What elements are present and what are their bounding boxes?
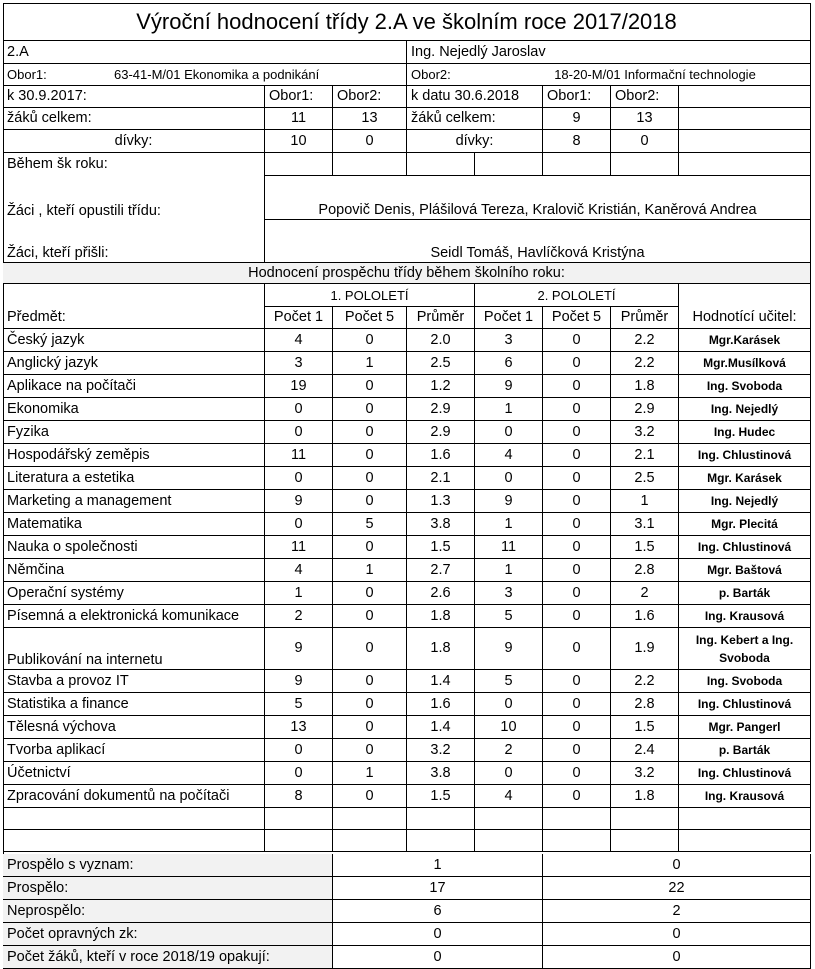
s2-count5: 0 bbox=[543, 582, 611, 605]
teacher-header: Hodnotící učitel: bbox=[679, 307, 811, 329]
empty-cell bbox=[475, 153, 543, 176]
s1-count1: 19 bbox=[265, 375, 333, 398]
s1-average: 2.5 bbox=[407, 352, 475, 375]
s1-count1: 1 bbox=[265, 582, 333, 605]
s1-count5: 0 bbox=[333, 375, 407, 398]
s1-count1: 0 bbox=[265, 398, 333, 421]
s1-count1: 8 bbox=[265, 785, 333, 808]
subject-name: Literatura a estetika bbox=[3, 467, 265, 490]
teacher-name: Ing. Krausová bbox=[679, 605, 811, 628]
s2-count1: 6 bbox=[475, 352, 543, 375]
summary-semester-2: 22 bbox=[543, 877, 811, 900]
teacher-name: Ing. Krausová bbox=[679, 785, 811, 808]
s1-count5: 0 bbox=[333, 329, 407, 352]
s1-count5: 1 bbox=[333, 352, 407, 375]
came-students-value: Seidl Tomáš, Havlíčková Kristýna bbox=[265, 220, 811, 263]
s1-count1: 5 bbox=[265, 693, 333, 716]
s2-count5: 0 bbox=[543, 693, 611, 716]
start-total-label: žáků celkem: bbox=[3, 108, 265, 130]
s2-count1: 5 bbox=[475, 605, 543, 628]
s2-count5: 0 bbox=[543, 785, 611, 808]
s1-count1: 9 bbox=[265, 670, 333, 693]
s1-count5: 0 bbox=[333, 785, 407, 808]
s2-count1: 0 bbox=[475, 693, 543, 716]
subject-name: Statistika a finance bbox=[3, 693, 265, 716]
empty-cell bbox=[611, 830, 679, 852]
date-start: k 30.9.2017: bbox=[3, 86, 265, 108]
teacher-name: Ing. Chlustinová bbox=[679, 693, 811, 716]
teacher-name: Mgr. Pangerl bbox=[679, 716, 811, 739]
s1-count5: 0 bbox=[333, 421, 407, 444]
start-girls-obor2: 0 bbox=[333, 130, 407, 153]
s2-count5: 0 bbox=[543, 513, 611, 536]
summary-semester-1: 17 bbox=[333, 877, 543, 900]
s2-average: 1.9 bbox=[611, 628, 679, 670]
s1-count5: 0 bbox=[333, 467, 407, 490]
end-girls-label: dívky: bbox=[407, 130, 543, 153]
obor2-value: 18-20-M/01 Informační technologie bbox=[500, 64, 811, 86]
semester-1-header: 1. POLOLETÍ bbox=[265, 284, 475, 307]
subject-name: Písemná a elektronická komunikace bbox=[3, 605, 265, 628]
teacher-name: p. Barták bbox=[679, 739, 811, 762]
end-girls-obor1: 8 bbox=[543, 130, 611, 153]
summary-label: Neprospělo: bbox=[3, 900, 333, 923]
subject-name: Hospodářský zeměpis bbox=[3, 444, 265, 467]
s2-count5: 0 bbox=[543, 352, 611, 375]
summary-semester-2: 0 bbox=[543, 923, 811, 946]
s1-average: 1.8 bbox=[407, 605, 475, 628]
start-girls-obor1: 10 bbox=[265, 130, 333, 153]
subject-name: Anglický jazyk bbox=[3, 352, 265, 375]
s2-count1: 11 bbox=[475, 536, 543, 559]
summary-label: Počet opravných zk: bbox=[3, 923, 333, 946]
start-total-obor1: 11 bbox=[265, 108, 333, 130]
subject-name: Zpracování dokumentů na počítači bbox=[3, 785, 265, 808]
came-students-label: Žáci, kteří přišli: bbox=[3, 220, 265, 263]
summary-semester-1: 1 bbox=[333, 854, 543, 877]
empty-cell bbox=[3, 830, 265, 852]
end-girls-obor2: 0 bbox=[611, 130, 679, 153]
subject-name: Aplikace na počítači bbox=[3, 375, 265, 398]
s2-count5: 0 bbox=[543, 490, 611, 513]
s1-count5: 1 bbox=[333, 762, 407, 785]
s2-average: 1.8 bbox=[611, 375, 679, 398]
empty-cell bbox=[543, 808, 611, 830]
s1-average: 3.8 bbox=[407, 762, 475, 785]
summary-semester-1: 6 bbox=[333, 900, 543, 923]
subject-name: Účetnictví bbox=[3, 762, 265, 785]
s1-count1: 9 bbox=[265, 490, 333, 513]
subject-name: Fyzika bbox=[3, 421, 265, 444]
s2-count5: 0 bbox=[543, 398, 611, 421]
s2-count1: 4 bbox=[475, 785, 543, 808]
s1-average: 2.9 bbox=[407, 421, 475, 444]
start-col-obor2: Obor2: bbox=[333, 86, 407, 108]
teacher-name: Ing. Svoboda bbox=[679, 375, 811, 398]
teacher-name: Ing. Hudec bbox=[679, 421, 811, 444]
empty-cell bbox=[611, 808, 679, 830]
end-total-obor2: 13 bbox=[611, 108, 679, 130]
empty-cell bbox=[679, 130, 811, 153]
s2-count1: 2 bbox=[475, 739, 543, 762]
s2-count5: 0 bbox=[543, 467, 611, 490]
s1-count5: 0 bbox=[333, 444, 407, 467]
s2-count1: 9 bbox=[475, 375, 543, 398]
summary-semester-1: 0 bbox=[333, 923, 543, 946]
teacher-name: Ing. Chlustinová bbox=[679, 762, 811, 785]
s2-count1: 3 bbox=[475, 582, 543, 605]
empty-cell bbox=[611, 153, 679, 176]
empty-cell bbox=[543, 830, 611, 852]
teacher-name: Mgr. Baštová bbox=[679, 559, 811, 582]
s1-count5-header: Počet 5 bbox=[333, 307, 407, 329]
end-total-label: žáků celkem: bbox=[407, 108, 543, 130]
date-end: k datu 30.6.2018 bbox=[407, 86, 543, 108]
s1-count5: 0 bbox=[333, 605, 407, 628]
s2-count1: 4 bbox=[475, 444, 543, 467]
subject-name: Ekonomika bbox=[3, 398, 265, 421]
empty-cell bbox=[543, 153, 611, 176]
s2-average: 3.2 bbox=[611, 421, 679, 444]
empty-cell bbox=[679, 153, 811, 176]
s1-count1: 9 bbox=[265, 628, 333, 670]
s2-average: 2.1 bbox=[611, 444, 679, 467]
s2-count5: 0 bbox=[543, 444, 611, 467]
s2-count5-header: Počet 5 bbox=[543, 307, 611, 329]
s2-average: 2.4 bbox=[611, 739, 679, 762]
s2-average: 1.6 bbox=[611, 605, 679, 628]
s1-count5: 0 bbox=[333, 628, 407, 670]
end-col-obor1: Obor1: bbox=[543, 86, 611, 108]
s2-count5: 0 bbox=[543, 716, 611, 739]
teacher-name: Ing. Kebert a Ing. Svoboda bbox=[679, 628, 811, 670]
s1-average: 2.1 bbox=[407, 467, 475, 490]
teacher-name: Mgr. Plecitá bbox=[679, 513, 811, 536]
empty-cell bbox=[3, 284, 265, 307]
obor2-label: Obor2: bbox=[407, 64, 500, 86]
summary-semester-2: 0 bbox=[543, 946, 811, 969]
empty-cell bbox=[265, 830, 333, 852]
empty-cell bbox=[407, 153, 475, 176]
s1-average: 1.5 bbox=[407, 785, 475, 808]
s2-count1: 9 bbox=[475, 490, 543, 513]
s1-count1: 11 bbox=[265, 536, 333, 559]
s2-average: 2.8 bbox=[611, 693, 679, 716]
s2-count1: 1 bbox=[475, 398, 543, 421]
summary-label: Prospělo: bbox=[3, 877, 333, 900]
teacher-name: Ing. Nejedlý bbox=[679, 398, 811, 421]
s2-average: 1.8 bbox=[611, 785, 679, 808]
empty-cell bbox=[333, 830, 407, 852]
start-total-obor2: 13 bbox=[333, 108, 407, 130]
s2-count5: 0 bbox=[543, 628, 611, 670]
s2-average: 2.8 bbox=[611, 559, 679, 582]
end-col-obor2: Obor2: bbox=[611, 86, 679, 108]
subject-name: Operační systémy bbox=[3, 582, 265, 605]
empty-cell bbox=[475, 808, 543, 830]
s2-average: 1.5 bbox=[611, 716, 679, 739]
empty-cell bbox=[679, 86, 811, 108]
s1-count1: 0 bbox=[265, 762, 333, 785]
left-students-label: Žáci , kteří opustili třídu: bbox=[3, 176, 265, 220]
left-students-value: Popovič Denis, Plášilová Tereza, Kralovič Kristián, Kaněrová Andrea bbox=[265, 176, 811, 220]
s2-average: 2 bbox=[611, 582, 679, 605]
teacher-name: Ing. Chlustinová bbox=[679, 444, 811, 467]
semester-2-header: 2. POLOLETÍ bbox=[475, 284, 679, 307]
s1-average: 2.6 bbox=[407, 582, 475, 605]
teacher-name: Mgr. Karásek bbox=[679, 467, 811, 490]
class-teacher: Ing. Nejedlý Jaroslav bbox=[407, 41, 811, 64]
start-girls-label: dívky: bbox=[3, 130, 265, 153]
s1-count1: 11 bbox=[265, 444, 333, 467]
subject-name: Stavba a provoz IT bbox=[3, 670, 265, 693]
s2-count1: 9 bbox=[475, 628, 543, 670]
empty-cell bbox=[679, 808, 811, 830]
s1-average: 1.6 bbox=[407, 693, 475, 716]
s2-count1-header: Počet 1 bbox=[475, 307, 543, 329]
summary-semester-1: 0 bbox=[333, 946, 543, 969]
s2-average: 1 bbox=[611, 490, 679, 513]
teacher-name: Mgr.Karásek bbox=[679, 329, 811, 352]
s1-count1: 4 bbox=[265, 559, 333, 582]
subject-header: Předmět: bbox=[3, 307, 265, 329]
class-name: 2.A bbox=[3, 41, 407, 64]
s2-average: 2.9 bbox=[611, 398, 679, 421]
s1-count5: 0 bbox=[333, 716, 407, 739]
empty-cell bbox=[333, 153, 407, 176]
s2-count5: 0 bbox=[543, 762, 611, 785]
s1-average: 3.8 bbox=[407, 513, 475, 536]
s1-count1: 0 bbox=[265, 467, 333, 490]
s2-count1: 10 bbox=[475, 716, 543, 739]
s1-count5: 0 bbox=[333, 490, 407, 513]
s2-average: 3.1 bbox=[611, 513, 679, 536]
s2-average: 1.5 bbox=[611, 536, 679, 559]
s1-count5: 0 bbox=[333, 693, 407, 716]
s1-count5: 0 bbox=[333, 398, 407, 421]
subject-name: Tělesná výchova bbox=[3, 716, 265, 739]
s2-count1: 0 bbox=[475, 421, 543, 444]
s2-average-header: Průměr bbox=[611, 307, 679, 329]
s2-average: 2.5 bbox=[611, 467, 679, 490]
empty-cell bbox=[407, 808, 475, 830]
s1-average: 1.5 bbox=[407, 536, 475, 559]
subject-name: Publikování na internetu bbox=[3, 628, 265, 670]
empty-cell bbox=[679, 830, 811, 852]
end-total-obor1: 9 bbox=[543, 108, 611, 130]
s1-average: 1.4 bbox=[407, 670, 475, 693]
s1-count1: 3 bbox=[265, 352, 333, 375]
s2-count5: 0 bbox=[543, 670, 611, 693]
empty-cell bbox=[679, 284, 811, 307]
empty-cell bbox=[265, 153, 333, 176]
subject-name: Matematika bbox=[3, 513, 265, 536]
s2-count5: 0 bbox=[543, 536, 611, 559]
summary-label: Prospělo s vyznam: bbox=[3, 854, 333, 877]
teacher-name: Mgr.Musílková bbox=[679, 352, 811, 375]
teacher-name: Ing. Nejedlý bbox=[679, 490, 811, 513]
s1-average: 1.2 bbox=[407, 375, 475, 398]
grades-heading: Hodnocení prospěchu třídy během školního roku: bbox=[3, 263, 811, 284]
s1-average: 2.0 bbox=[407, 329, 475, 352]
s1-count1: 0 bbox=[265, 513, 333, 536]
s1-count1: 2 bbox=[265, 605, 333, 628]
s1-average-header: Průměr bbox=[407, 307, 475, 329]
s1-count1: 0 bbox=[265, 739, 333, 762]
summary-label: Počet žáků, kteří v roce 2018/19 opakují: bbox=[3, 946, 333, 969]
s1-count5: 5 bbox=[333, 513, 407, 536]
s2-count5: 0 bbox=[543, 739, 611, 762]
during-label: Během šk roku: bbox=[3, 153, 265, 176]
s2-average: 2.2 bbox=[611, 670, 679, 693]
teacher-name: p. Barták bbox=[679, 582, 811, 605]
empty-cell bbox=[265, 808, 333, 830]
s1-average: 2.7 bbox=[407, 559, 475, 582]
empty-cell bbox=[3, 808, 265, 830]
s2-count5: 0 bbox=[543, 605, 611, 628]
empty-cell bbox=[475, 830, 543, 852]
s1-count5: 0 bbox=[333, 582, 407, 605]
s1-count1: 0 bbox=[265, 421, 333, 444]
s2-count5: 0 bbox=[543, 375, 611, 398]
s2-count1: 0 bbox=[475, 762, 543, 785]
s2-average: 3.2 bbox=[611, 762, 679, 785]
s2-count1: 1 bbox=[475, 559, 543, 582]
s1-average: 1.3 bbox=[407, 490, 475, 513]
s1-average: 3.2 bbox=[407, 739, 475, 762]
s2-count1: 0 bbox=[475, 467, 543, 490]
page-title: Výroční hodnocení třídy 2.A ve školním roce 2017/2018 bbox=[3, 3, 811, 41]
subject-name: Tvorba aplikací bbox=[3, 739, 265, 762]
s2-count5: 0 bbox=[543, 421, 611, 444]
s1-count5: 1 bbox=[333, 559, 407, 582]
s1-average: 2.9 bbox=[407, 398, 475, 421]
s1-count1: 4 bbox=[265, 329, 333, 352]
empty-cell bbox=[333, 808, 407, 830]
subject-name: Němčina bbox=[3, 559, 265, 582]
s1-average: 1.4 bbox=[407, 716, 475, 739]
teacher-name: Ing. Chlustinová bbox=[679, 536, 811, 559]
s1-count1: 13 bbox=[265, 716, 333, 739]
obor1-label: Obor1: bbox=[3, 64, 110, 86]
s1-average: 1.8 bbox=[407, 628, 475, 670]
s1-count5: 0 bbox=[333, 739, 407, 762]
subject-name: Český jazyk bbox=[3, 329, 265, 352]
s1-count1-header: Počet 1 bbox=[265, 307, 333, 329]
subject-name: Nauka o společnosti bbox=[3, 536, 265, 559]
empty-cell bbox=[407, 830, 475, 852]
s1-count5: 0 bbox=[333, 670, 407, 693]
summary-semester-2: 2 bbox=[543, 900, 811, 923]
s2-count5: 0 bbox=[543, 559, 611, 582]
summary-semester-2: 0 bbox=[543, 854, 811, 877]
s2-count1: 1 bbox=[475, 513, 543, 536]
s1-count5: 0 bbox=[333, 536, 407, 559]
s2-count1: 5 bbox=[475, 670, 543, 693]
s2-count5: 0 bbox=[543, 329, 611, 352]
subject-name: Marketing a management bbox=[3, 490, 265, 513]
s2-average: 2.2 bbox=[611, 352, 679, 375]
s2-average: 2.2 bbox=[611, 329, 679, 352]
empty-cell bbox=[679, 108, 811, 130]
s1-average: 1.6 bbox=[407, 444, 475, 467]
start-col-obor1: Obor1: bbox=[265, 86, 333, 108]
obor1-value: 63-41-M/01 Ekonomika a podnikání bbox=[110, 64, 407, 86]
teacher-name: Ing. Svoboda bbox=[679, 670, 811, 693]
s2-count1: 3 bbox=[475, 329, 543, 352]
